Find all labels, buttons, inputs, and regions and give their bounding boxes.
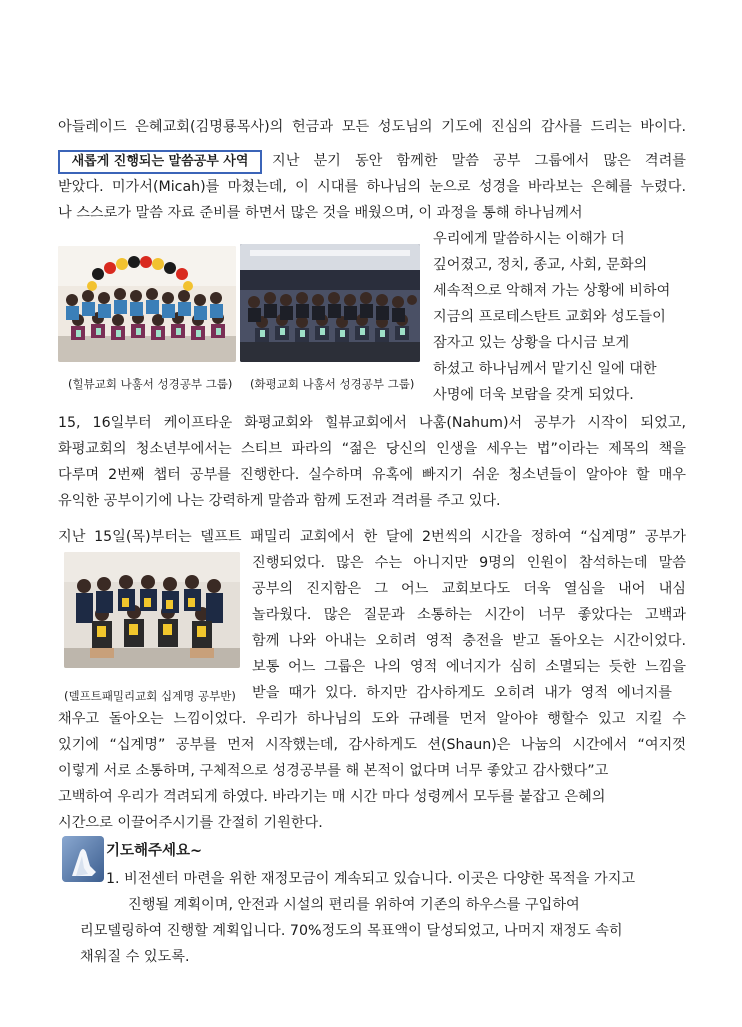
paragraph-2-line-4: 우리에게 말씀하시는 이해가 더 <box>433 231 625 247</box>
praying-hands-icon <box>62 836 104 882</box>
delft-photo-caption: (델프트패밀리교회 십계명 공부반) <box>64 689 236 703</box>
paragraph-2-line-9: 하셨고 하나님께서 맡기신 일에 대한 <box>433 361 657 377</box>
prayer-item-1-line-1: 1. 비전센터 마련을 위한 재정모금이 계속되고 있습니다. 이곳은 다양한 목적을 가지고 <box>106 871 636 887</box>
paragraph-3-line-2: 화평교회의 청소년부에서는 스티브 파라의 “젊은 당신의 인생을 세우는 법”이라는 제목의 책을 <box>58 441 686 457</box>
prayer-heading: 기도해주세요~ <box>106 843 203 859</box>
section-title-box <box>58 150 262 174</box>
prayer-item-1-line-4: 채워질 수 있도록. <box>80 949 190 965</box>
hillview-group-photo <box>58 246 236 362</box>
paragraph-4-line-4: 놀라웠다. 많은 질문과 소통하는 시간이 너무 좋았다는 고백과 <box>252 607 686 623</box>
paragraph-2-line-8: 잠자고 있는 상황을 다시금 보게 <box>433 335 630 351</box>
section-title: 새롭게 진행되는 말씀공부 사역 <box>71 154 249 169</box>
paragraph-2-line-7: 지금의 프로테스탄트 교회와 성도들이 <box>433 309 666 325</box>
paragraph-4-line-2: 진행되었다. 많은 수는 아니지만 9명의 인원이 참석하는데 말씀 <box>252 555 686 571</box>
opening-sentence: 아들레이드 은혜교회(김명룡목사)의 헌금과 모든 성도님의 기도에 진심의 감사를 드리는 바이다. <box>58 119 686 135</box>
prayer-item-1-line-2: 진행될 계획이며, 안전과 시설의 편리를 위하여 기존의 하우스를 구입하여 <box>128 897 580 913</box>
paragraph-2-line-5: 깊어졌고, 정치, 종교, 사회, 문화의 <box>433 257 648 273</box>
paragraph-4-line-10: 이렇게 서로 소통하며, 구체적으로 성경공부를 해 본적이 없다며 너무 좋았고 감사했다”고 <box>58 763 609 779</box>
paragraph-4-line-3: 공부의 진지함은 그 어느 교회보다도 더욱 열심을 내어 내심 <box>252 581 686 597</box>
hwapyeong-group-photo <box>240 244 420 362</box>
paragraph-4-line-5: 함께 나와 아내는 오히려 영적 충전을 받고 돌아오는 시간이었다. <box>252 633 686 649</box>
prayer-item-1-line-3: 리모델링하여 진행할 계획입니다. 70%정도의 목표액이 달성되었고, 나머지 재정도 속히 <box>80 923 623 939</box>
paragraph-2-line-6: 세속적으로 악해져 가는 상황에 비하여 <box>433 283 671 299</box>
delft-photo-illustration <box>64 552 240 668</box>
paragraph-2-line-3: 나 스스로가 말씀 자료 준비를 하면서 많은 것을 배웠으며, 이 과정을 통해 하나님께서 <box>58 205 583 221</box>
paragraph-3-line-4: 유익한 공부이기에 나는 강력하게 말씀과 함께 도전과 격려를 주고 있다. <box>58 493 501 509</box>
delft-group-photo <box>64 552 240 668</box>
hwapyeong-photo-caption: (화평교회 나훔서 성경공부 그룹) <box>250 377 415 391</box>
paragraph-2-line-2: 받았다. 미가서(Micah)를 마쳤는데, 이 시대를 하나님의 눈으로 성경을 바라보는 은혜를 누렸다. <box>58 179 686 195</box>
paragraph-4-line-7: 받을 때가 있다. 하지만 감사하게도 오히려 내가 영적 에너지를 <box>252 685 672 701</box>
paragraph-4-line-12: 시간으로 이끌어주시기를 간절히 기원한다. <box>58 815 323 831</box>
paragraph-4-line-1: 지난 15일(목)부터는 델프트 패밀리 교회에서 한 달에 2번씩의 시간을 정하여 “십계명” 공부가 <box>58 529 686 545</box>
paragraph-2-line-1: 지난 분기 동안 함께한 말씀 공부 그룹에서 많은 격려를 <box>272 153 686 169</box>
hillview-photo-illustration <box>58 246 236 362</box>
paragraph-2-line-10: 사명에 더욱 보람을 갖게 되었다. <box>433 387 634 403</box>
paragraph-4-line-11: 고백하여 우리가 격려되게 하였다. 바라기는 매 시간 마다 성령께서 모두를 붙잡고 은혜의 <box>58 789 606 805</box>
paragraph-3-line-1: 15, 16일부터 케이프타운 화평교회와 힐뷰교회에서 나훔(Nahum)서 공부가 시작이 되었고, <box>58 415 686 431</box>
hwapyeong-photo-illustration <box>240 244 420 362</box>
paragraph-4-line-8: 채우고 돌아오는 느낌이었다. 우리가 하나님의 도와 규례를 먼저 알아야 행할수 있고 지킬 수 <box>58 711 686 727</box>
paragraph-4-line-9: 있기에 “십계명” 공부를 먼저 시작했는데, 감사하게도 션(Shaun)은 나눔의 시간에서 “여지껏 <box>58 737 686 753</box>
paragraph-4-line-6: 보통 어느 그룹은 나의 영적 에너지가 심히 소멸되는 듯한 느낌을 <box>252 659 686 675</box>
paragraph-3-line-3: 다루며 2번째 챕터 공부를 진행한다. 실수하며 유혹에 빠지기 쉬운 청소년들이 알아야 할 매우 <box>58 467 686 483</box>
hillview-photo-caption: (힐뷰교회 나훔서 성경공부 그룹) <box>68 377 233 391</box>
